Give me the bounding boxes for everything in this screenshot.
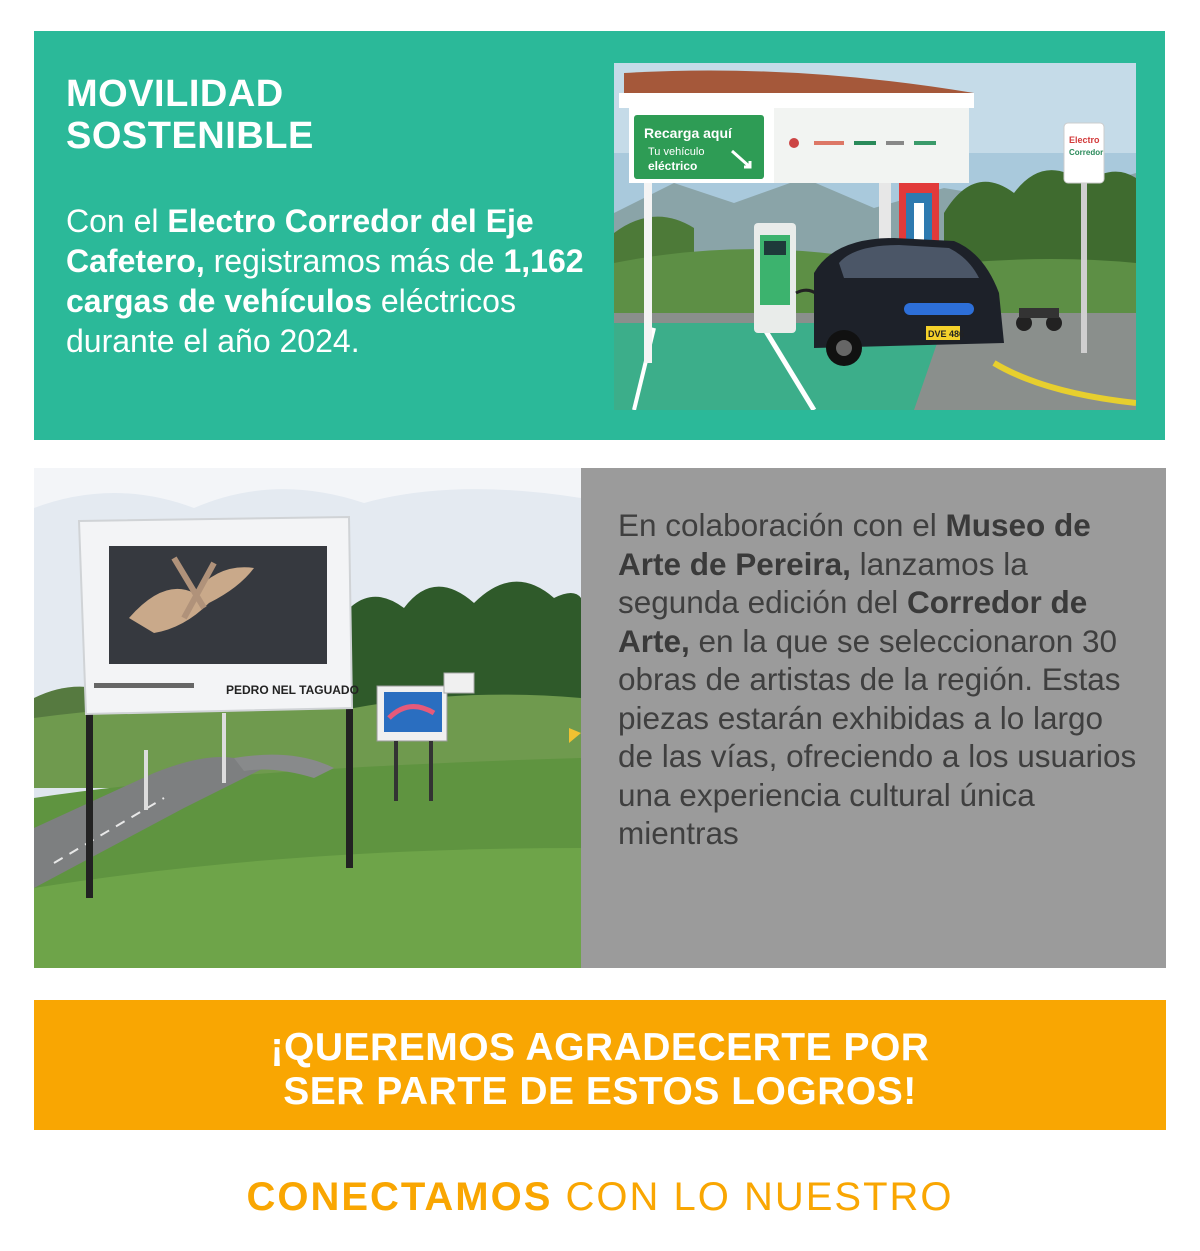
ev-charging-station-illustration	[614, 63, 1136, 410]
thanks-line1: ¡QUEREMOS AGRADECERTE POR	[270, 1026, 930, 1069]
thanks-line2: SER PARTE DE ESTOS LOGROS!	[283, 1070, 917, 1113]
art-corridor-description	[618, 506, 1138, 853]
thanks-message	[34, 1026, 1166, 1114]
mobility-title-line2: SOSTENIBLE	[66, 115, 314, 157]
mobility-text-end: eléctricos durante el año 2024.	[66, 283, 516, 359]
mobility-section	[34, 31, 1165, 440]
mobility-title-line1: MOVILIDAD	[66, 73, 284, 115]
pole-sign-line2: Corredor	[1069, 148, 1104, 157]
art-corridor-photo	[34, 468, 581, 968]
thanks-banner	[34, 1000, 1166, 1130]
mobility-title	[66, 73, 566, 157]
sign-line3: eléctrico	[648, 159, 698, 173]
license-plate: DVE 486	[928, 329, 965, 339]
art-corridor-illustration	[34, 468, 581, 968]
art-text-intro: En colaboración con el	[618, 507, 946, 543]
footer-tagline	[0, 1172, 1200, 1222]
mobility-description	[66, 201, 586, 361]
footer-tagline-light: CON LO NUESTRO	[552, 1175, 954, 1219]
art-text-bold-museum: Museo de Arte de Pereira,	[618, 507, 1091, 582]
art-text-bold-corridor: Corredor de Arte,	[618, 584, 1088, 659]
art-text-end: en la que se seleccionaron 30 obras de artistas de la región. Estas piezas estarán exhibidas a lo largo de las vías, ofreciendo a los usuarios una experiencia cultural única mientras	[618, 622, 1137, 851]
mobility-text-bold-corridor: Electro Corredor del Eje Cafetero,	[66, 203, 534, 279]
sign-line2: Tu vehículo	[648, 146, 705, 158]
pole-sign-line1: Electro	[1069, 135, 1100, 145]
mobility-text-intro: Con el	[66, 203, 168, 239]
art-corridor-section	[581, 468, 1166, 968]
ev-charging-station-photo	[614, 63, 1136, 410]
billboard-caption: PEDRO NEL TAGUADO	[226, 683, 359, 697]
footer-tagline-strong: CONECTAMOS	[246, 1175, 553, 1219]
sign-line1: Recarga aquí	[644, 125, 732, 141]
mobility-text-mid: registramos más de	[204, 243, 504, 279]
mobility-text-bold-charges: 1,162 cargas de vehículos	[66, 243, 584, 319]
art-text-mid: lanzamos la segunda edición del	[618, 545, 1028, 620]
